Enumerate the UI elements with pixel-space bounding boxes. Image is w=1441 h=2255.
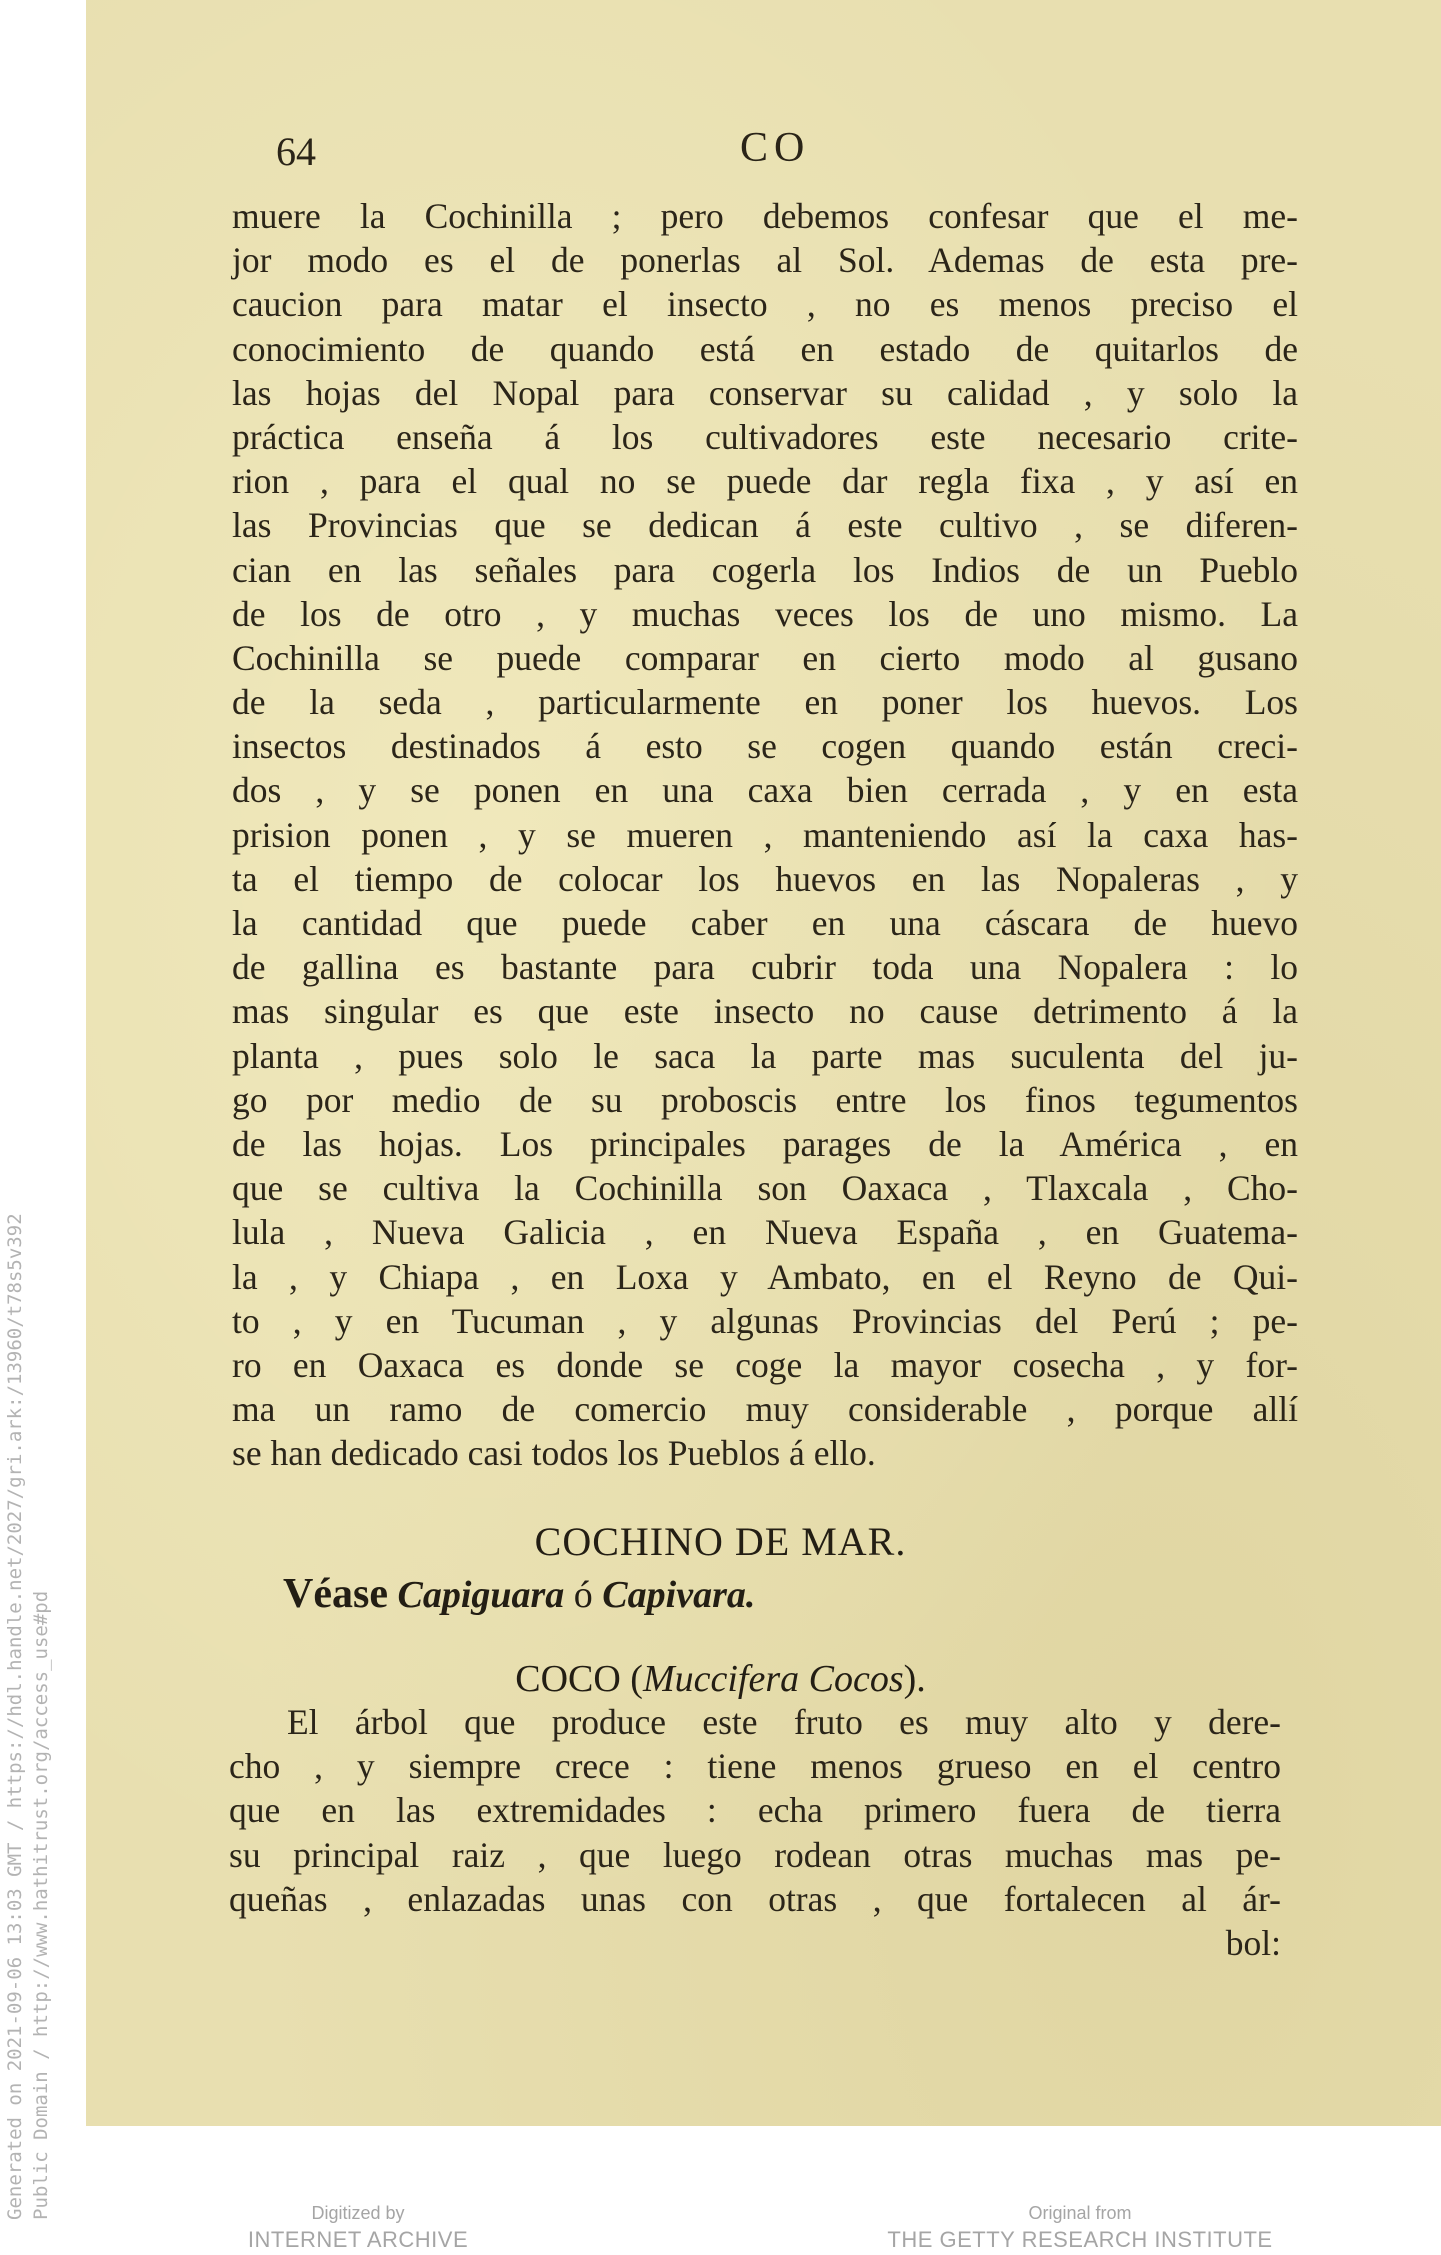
- text-line: se han dedicado casi todos los Pueblos á ello.: [232, 1433, 876, 1474]
- text-line: to , y en Tucuman , y algunas Provincias del Perú ; pe-: [232, 1300, 1298, 1341]
- text-line: lula , Nueva Galicia , en Nueva España , en Guatema-: [232, 1212, 1298, 1253]
- heading-latin-name: Muccifera Cocos: [642, 1658, 904, 1700]
- text-line: El árbol que produce este fruto es muy alto y dere-: [287, 1702, 1281, 1742]
- see-word: Véase: [283, 1571, 388, 1617]
- body-text: [232, 194, 1298, 1475]
- text-line: ma un ramo de comercio muy considerable , porque allí: [232, 1389, 1298, 1430]
- text-line: conocimiento de quando está en estado de quitarlos de: [232, 328, 1298, 369]
- stamp-line-public-domain: Public Domain / http://www.hathitrust.org/access_use#pd: [30, 1590, 52, 2220]
- text-line: las Provincias que se dedican á este cultivo , se diferen-: [232, 505, 1298, 546]
- hathitrust-generation-stamp: [2, 1020, 54, 2220]
- heading-paren-close: ).: [903, 1658, 926, 1700]
- text-line: jor modo es el de ponerlas al Sol. Ademas de esta pre-: [232, 240, 1298, 281]
- see-term-capivara: Capivara.: [602, 1574, 756, 1616]
- text-line: go por medio de su proboscis entre los finos tegumentos: [232, 1079, 1298, 1120]
- entry-heading-coco: [0, 1657, 1441, 1701]
- entry-heading-cochino-de-mar: COCHINO DE MAR.: [534, 1519, 907, 1564]
- text-line: de la seda , particularmente en poner los huevos. Los: [232, 682, 1298, 723]
- text-line: cian en las señales para cogerla los Indios de un Pueblo: [232, 549, 1298, 590]
- coco-entry-text: [229, 1700, 1281, 1965]
- text-line: práctica enseña á los cultivadores este necesario crite-: [232, 416, 1298, 457]
- source-institution: THE GETTY RESEARCH INSTITUTE: [887, 2227, 1273, 2252]
- text-line: Cochinilla se puede comparar en cierto modo al gusano: [232, 637, 1298, 678]
- page-number: 64: [276, 129, 316, 174]
- text-line: la cantidad que puede caber en una cáscara de huevo: [232, 903, 1298, 943]
- text-line: de gallina es bastante para cubrir toda una Nopalera : lo: [232, 947, 1298, 988]
- original-from-label: Original from: [1028, 2203, 1132, 2223]
- digitized-by-credit: [228, 2201, 488, 2255]
- text-line: las hojas del Nopal para conservar su calidad , y solo la: [232, 372, 1298, 413]
- heading-paren-open: (: [630, 1658, 643, 1700]
- catchword: bol:: [1225, 1922, 1281, 1963]
- text-line: ro en Oaxaca es donde se coge la mayor cosecha , y for-: [232, 1344, 1298, 1385]
- text-line: prision ponen , y se mueren , manteniendo así la caxa has-: [232, 814, 1298, 855]
- text-line: de las hojas. Los principales parages de la América , en: [232, 1123, 1298, 1164]
- text-line: queñas , enlazadas unas con otras , que fortalecen al ár-: [229, 1878, 1281, 1919]
- see-term-capiguara: Capiguara: [397, 1574, 565, 1616]
- running-title: CO: [740, 125, 811, 171]
- text-line: caucion para matar el insecto , no es menos preciso el: [232, 284, 1298, 325]
- text-line: su principal raiz , que luego rodean otras muchas mas pe-: [229, 1834, 1281, 1875]
- text-line: cho , y siempre crece : tiene menos grueso en el centro: [229, 1746, 1281, 1787]
- text-line: la , y Chiapa , en Loxa y Ambato, en el Reyno de Qui-: [232, 1256, 1298, 1297]
- text-line: dos , y se ponen en una caxa bien cerrada , y en esta: [232, 770, 1298, 811]
- see-or: ó: [573, 1574, 593, 1616]
- cross-reference: [283, 1570, 755, 1618]
- text-line: planta , pues solo le saca la parte mas suculenta del ju-: [232, 1035, 1298, 1076]
- text-line: de los de otro , y muchas veces los de uno mismo. La: [232, 593, 1298, 634]
- digitized-by-label: Digitized by: [311, 2203, 405, 2223]
- text-line: ta el tiempo de colocar los huevos en las Nopaleras , y: [232, 858, 1298, 899]
- text-line: mas singular es que este insecto no cause detrimento á la: [232, 991, 1298, 1032]
- heading-coco-main: COCO: [515, 1658, 621, 1700]
- text-line: que en las extremidades : echa primero fuera de tierra: [229, 1790, 1281, 1831]
- stamp-line-generated: Generated on 2021-09-06 13:03 GMT / https://hdl.handle.net/2027/gri.ark:/13960/t78s5v392: [4, 1213, 26, 2220]
- text-line: insectos destinados á esto se cogen quando están creci-: [232, 726, 1298, 767]
- text-line: rion , para el qual no se puede dar regla fixa , y así en: [232, 461, 1298, 502]
- running-head: [0, 124, 1441, 180]
- original-from-credit: [860, 2201, 1300, 2255]
- text-line: que se cultiva la Cochinilla son Oaxaca , Tlaxcala , Cho-: [232, 1168, 1298, 1209]
- text-line: muere la Cochinilla ; pero debemos confesar que el me-: [232, 196, 1298, 236]
- digitizer-name: INTERNET ARCHIVE: [247, 2227, 469, 2252]
